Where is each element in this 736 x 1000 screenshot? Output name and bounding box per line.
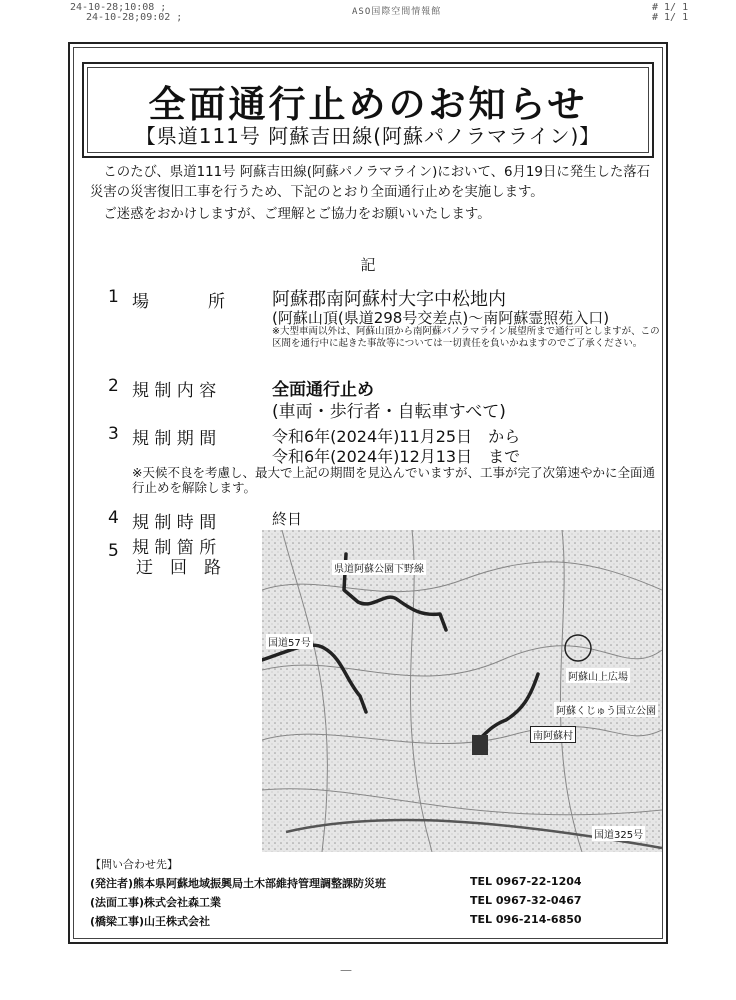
item-label-detour: 迂 回 路 — [136, 558, 221, 578]
fax-page-count-secondary: # 1/ 1 — [652, 12, 689, 23]
notice-title: 全面通行止めのお知らせ — [148, 83, 588, 126]
intro-apology: ご迷惑をおかけしますが、ご理解とご協力をお願いいたします。 — [103, 207, 491, 222]
fax-header — [0, 2, 736, 30]
item-label-time: 規 制 時 間 — [132, 513, 217, 533]
item-number: 4 — [108, 508, 119, 528]
item-number: 2 — [108, 376, 119, 396]
item-value-time: 終日 — [272, 510, 303, 528]
map-label-summit: 阿蘇山上広場 — [566, 668, 630, 683]
item-value-regulation-scope: (車両・歩行者・自転車すべて) — [272, 402, 506, 422]
map-label-road: 県道阿蘇公園下野線 — [332, 560, 426, 575]
item-label-location: 場 所 — [132, 292, 227, 312]
item-number: 3 — [108, 424, 119, 444]
map-label-route325: 国道325号 — [592, 826, 645, 841]
intro-text — [90, 163, 655, 225]
item-label-site: 規 制 箇 所 — [132, 538, 217, 558]
map-label-village: 南阿蘇村 — [530, 726, 576, 743]
fax-page-count: # 1/ 1 — [652, 2, 689, 13]
item-value-period-end: 令和6年(2024年)12月13日 まで — [272, 447, 521, 466]
fax-timestamp: 24-10-28;10:08 ; — [70, 2, 167, 13]
contact-org: (橋梁工事)山王株式会社 — [90, 915, 211, 928]
item-value-location-range: (阿蘇山頂(県道298号交差点)～南阿蘇霊照苑入口) — [272, 309, 610, 327]
item-value-period-start: 令和6年(2024年)11月25日 から — [272, 427, 521, 446]
notice-subtitle: 【県道111号 阿蘇吉田線(阿蘇パノラマライン)】 — [135, 124, 601, 148]
contact-tel: TEL 0967-22-1204 — [470, 875, 582, 888]
item-value-location: 阿蘇郡南阿蘇村大字中松地内 — [272, 289, 506, 310]
item-value-regulation: 全面通行止め — [272, 380, 374, 400]
contact-tel: TEL 0967-32-0467 — [470, 894, 582, 907]
ki-heading: 記 — [360, 256, 376, 274]
fax-source: ASO国際空間情報館 — [352, 7, 442, 17]
map-graphic — [262, 530, 662, 852]
contact-tel: TEL 096-214-6850 — [470, 913, 582, 926]
item-note-location: ※大型車両以外は、阿蘇山頂から南阿蘇パノラマライン展望所まで通行可としますが、この区間を通行中に起きた事故等については一切責任を負いかねますのでご了承ください。 — [272, 326, 660, 349]
map-label-route57: 国道57号 — [266, 634, 313, 649]
contact-heading: 【問い合わせ先】 — [90, 858, 178, 871]
item-number: 1 — [108, 287, 119, 307]
title-box — [82, 62, 654, 158]
item-label-regulation: 規 制 内 容 — [132, 381, 217, 401]
item-label-period: 規 制 期 間 — [132, 429, 217, 449]
footer-mark: — — [340, 963, 352, 977]
detour-map — [262, 530, 662, 852]
item-number: 5 — [108, 541, 119, 561]
map-label-national-park: 阿蘇くじゅう国立公園 — [554, 702, 658, 717]
contact-org: (発注者)熊本県阿蘇地域振興局土木部維持管理調整課防災班 — [90, 877, 387, 890]
item-note-period: ※天候不良を考慮し、最大で上記の期間を見込んでいますが、工事が完了次第速やかに全面通行止めを解除します。 — [132, 465, 655, 495]
fax-timestamp-secondary: 24-10-28;09:02 ; — [86, 12, 183, 23]
contact-org: (法面工事)株式会社森工業 — [90, 896, 222, 909]
intro-paragraph: このたび、県道111号 阿蘇吉田線(阿蘇パノラマライン)において、6月19日に発生した落石災害の災害復旧工事を行うため、下記のとおり全面通行止めを実施します。 — [90, 165, 651, 200]
